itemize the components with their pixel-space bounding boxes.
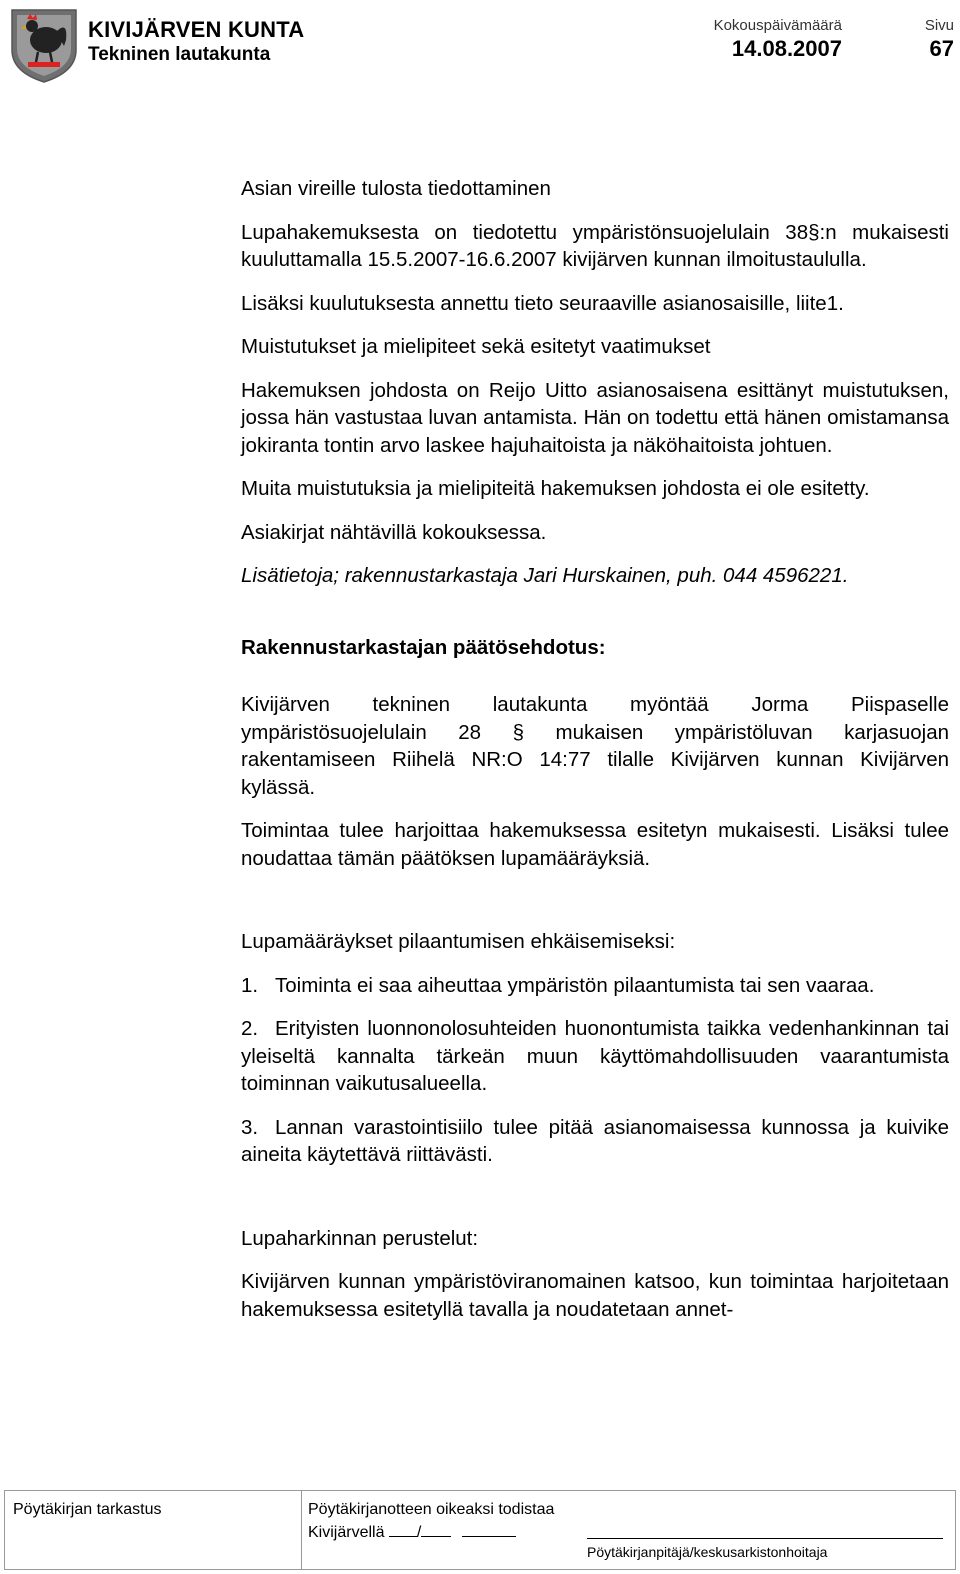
- paragraph: Kivijärven kunnan ympäristöviranomainen katsoo, kun toimintaa harjoitetaan hakemuksessa esitetyllä tavalla ja noudatetaan annet-: [241, 1270, 949, 1321]
- page-label: Sivu: [924, 17, 954, 34]
- condition-item: 3. Lannan varastointisiilo tulee pitää asianomaisessa kunnossa ja kuivike aineita käytettävä riittävästi.: [241, 1115, 949, 1166]
- conditions-heading: Lupamääräykset pilaantumisen ehkäisemiseksi:: [241, 930, 676, 953]
- municipal-crest-icon: [8, 6, 80, 84]
- paragraph: Lupahakemuksesta on tiedotettu ympäristönsuojelulain 38§:n mukaisesti kuuluttamalla 15.5.2007-16.6.2007 kivijärven kunnan ilmoitustaululla.: [241, 220, 949, 271]
- paragraph: Toimintaa tulee harjoittaa hakemuksessa esitetyn mukaisesti. Lisäksi tulee noudattaa tämän päätöksen lupamääräyksiä.: [241, 819, 949, 870]
- document-body: [241, 175, 949, 1339]
- section-heading-objections: Muistutukset ja mielipiteet sekä esitetyt vaatimukset: [241, 335, 711, 358]
- condition-item: 2. Erityisten luonnonolosuhteiden huonontumista taikka vedenhankinnan tai yleiseltä kannalta tärkeän muun käyttömahdollisuuden vaarantumista toiminnan vaikutusalueella.: [241, 1017, 949, 1095]
- meeting-date-label: Kokouspäivämäärä: [713, 17, 842, 34]
- grounds-heading: Lupaharkinnan perustelut:: [241, 1226, 479, 1250]
- organization-name: KIVIJÄRVEN KUNTA: [88, 17, 305, 42]
- paragraph: Kivijärven tekninen lautakunta myöntää Jorma Piispaselle ympäristösuojelulain 28 § mukaisen ympäristöluvan karjasuojan rakentamiseen Riihelä NR:O 14:77 tilalle Kivijärven kunnan Kivijärven kylässä.: [241, 693, 949, 799]
- signer-title: Pöytäkirjanpitäjä/keskusarkistonhoitaja: [587, 1544, 828, 1560]
- extract-certification-label: Pöytäkirjanotteen oikeaksi todistaa: [308, 1501, 555, 1518]
- paragraph: Asiakirjat nähtävillä kokouksessa.: [241, 520, 547, 544]
- page-number: 67: [929, 36, 954, 61]
- paragraph: Muita muistutuksia ja mielipiteitä hakemuksen johdosta ei ole esitetty.: [241, 477, 870, 500]
- review-label: Pöytäkirjan tarkastus: [13, 1501, 162, 1518]
- committee-name: Tekninen lautakunta: [88, 44, 271, 65]
- signature-line: [587, 1538, 943, 1539]
- signature-footer: [4, 1490, 956, 1570]
- condition-item: 1. Toiminta ei saa aiheuttaa ympäristön pilaantumista tai sen vaaraa.: [241, 973, 875, 997]
- meeting-date: 14.08.2007: [731, 36, 842, 61]
- paragraph: Hakemuksen johdosta on Reijo Uitto asianosaisena esittänyt muistutuksen, jossa hän vastustaa luvan antamista. Hän on todettu että hänen omistamansa jokiranta tontin arvo laskee hajuhaitoista ja näköhaitoista johtuen.: [241, 378, 949, 457]
- contact-info: Lisätietoja; rakennustarkastaja Jari Hurskainen, puh. 044 4596221.: [241, 564, 849, 587]
- place-date-line: Kivijärvellä /: [308, 1522, 516, 1542]
- proposal-heading: Rakennustarkastajan päätösehdotus:: [241, 635, 606, 659]
- paragraph: Lisäksi kuulutuksesta annettu tieto seuraaville asianosaisille, liite1.: [241, 291, 844, 315]
- section-heading-notification: Asian vireille tulosta tiedottaminen: [241, 177, 551, 200]
